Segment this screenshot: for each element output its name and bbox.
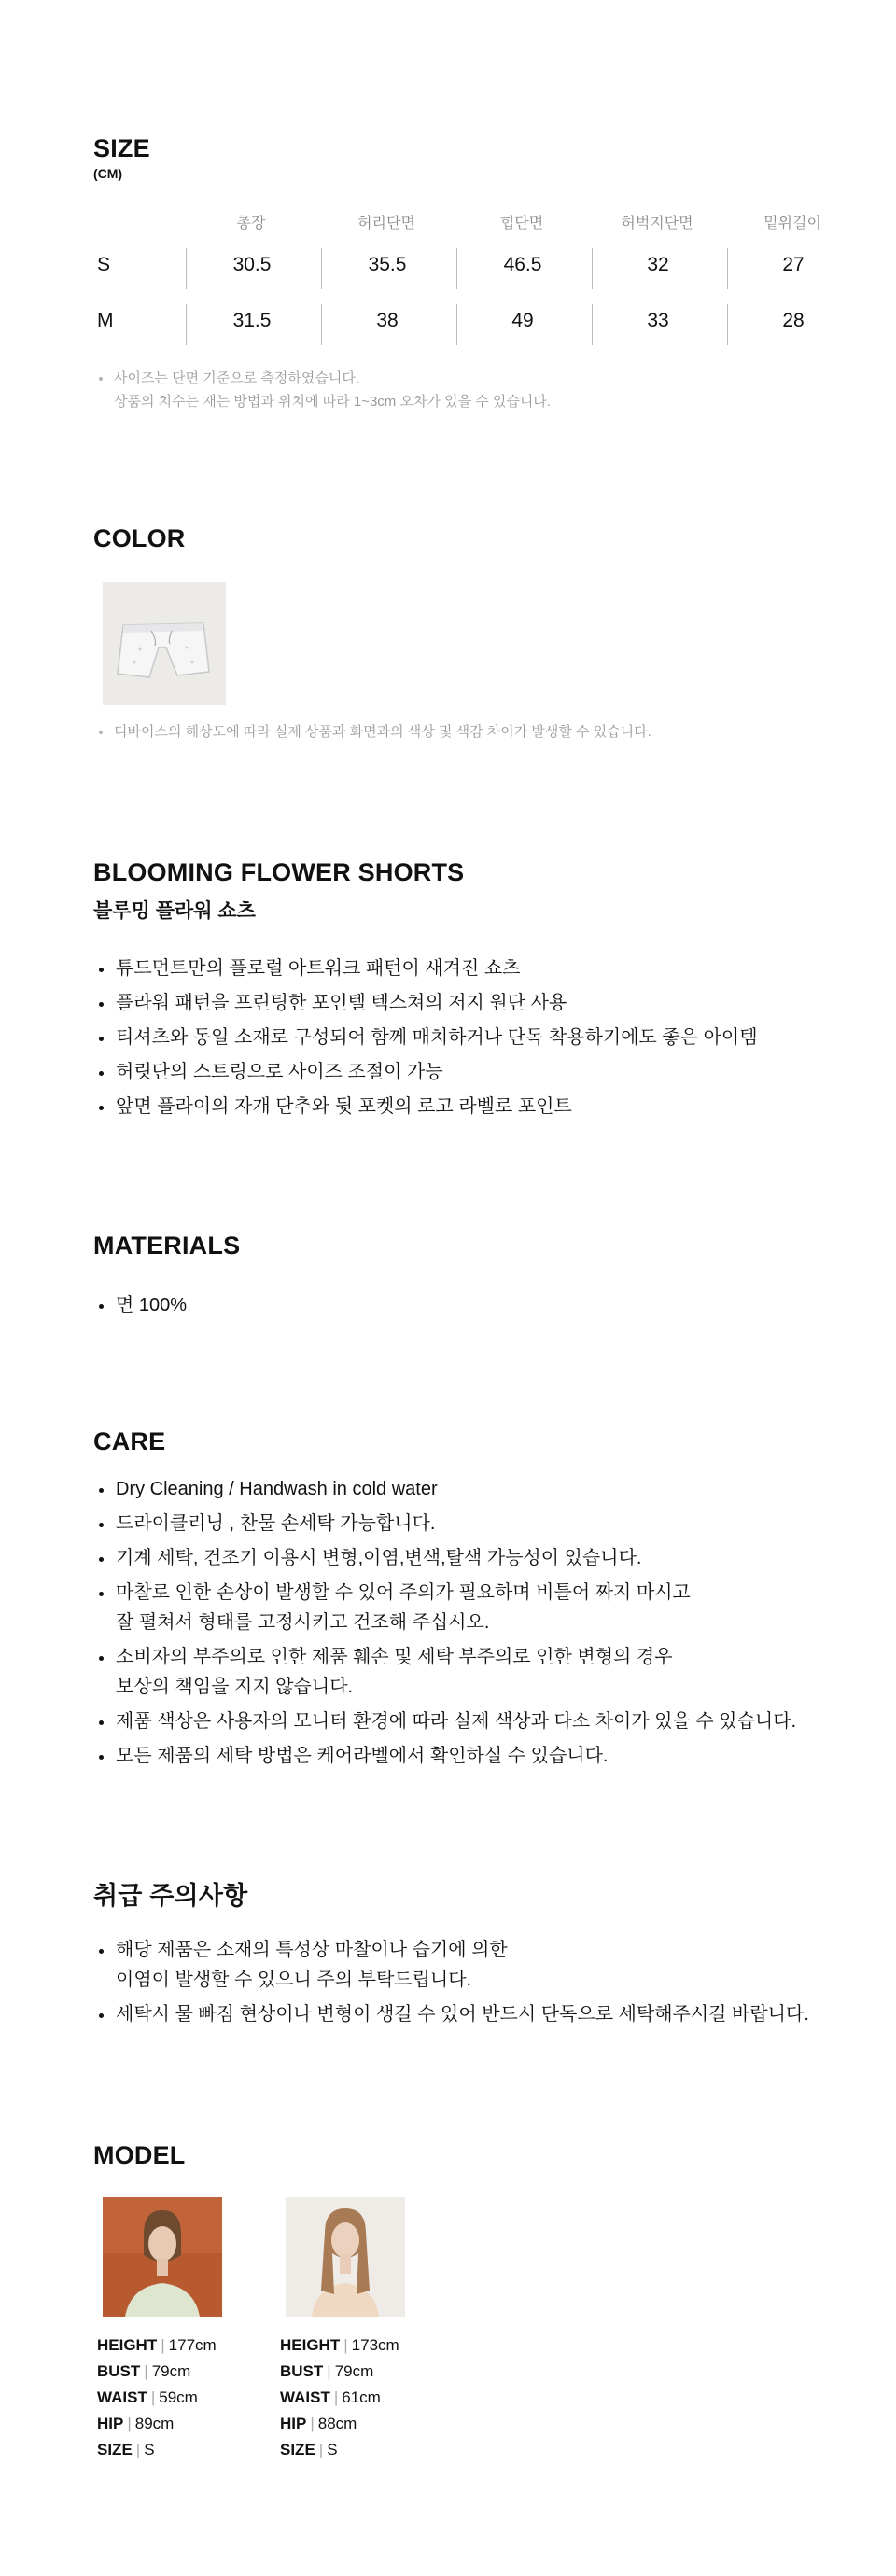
color-note	[99, 720, 651, 744]
spec-separator: |	[318, 2441, 324, 2458]
spec-separator: |	[150, 2388, 156, 2406]
feature-list	[99, 954, 758, 1126]
care-item: 제품 색상은 사용자의 모니터 환경에 따라 실제 색상과 다소 차이가 있을 수 있습니다.	[99, 1706, 796, 1736]
spec-value: 173cm	[351, 2336, 399, 2354]
size-col-header: 밑위길이	[763, 216, 821, 231]
feature-item: 튜드먼트만의 플로럴 아트워크 패턴이 새겨진 쇼츠	[99, 954, 758, 983]
care-item: Dry Cleaning / Handwash in cold water	[99, 1474, 796, 1504]
spec-key: HIP	[280, 2415, 307, 2432]
model-spec-row	[97, 2411, 217, 2437]
spec-key: SIZE	[280, 2441, 315, 2458]
color-swatch[interactable]	[103, 582, 226, 705]
care-item: 드라이클리닝 , 찬물 손세탁 가능합니다.	[99, 1509, 796, 1539]
model-spec-row	[280, 2332, 399, 2359]
spec-key: HIP	[97, 2415, 124, 2432]
care-title: CARE	[93, 1427, 166, 1455]
spec-separator: |	[127, 2415, 132, 2432]
model-photo	[103, 2197, 222, 2317]
color-note-text: 디바이스의 해상도에 따라 실제 상품과 화면과의 색상 및 색감 차이가 발생할 수 있습니다.	[114, 724, 651, 740]
feature-item: 플라워 패턴을 프린팅한 포인텔 텍스쳐의 저지 원단 사용	[99, 988, 758, 1018]
spec-value: S	[144, 2441, 155, 2458]
model-spec-row	[280, 2359, 399, 2385]
color-title: COLOR	[93, 524, 186, 552]
size-note	[99, 367, 551, 413]
size-cell: 33	[647, 310, 669, 331]
model-specs	[97, 2332, 217, 2463]
spec-separator: |	[343, 2336, 348, 2354]
spec-value: 89cm	[134, 2415, 175, 2432]
spec-value: 79cm	[334, 2362, 374, 2380]
care-item: 모든 제품의 세탁 방법은 케어라벨에서 확인하실 수 있습니다.	[99, 1741, 796, 1771]
shorts-image	[103, 582, 226, 705]
size-row-label: M	[97, 310, 114, 331]
model-spec-row	[280, 2437, 399, 2463]
spec-separator: |	[333, 2388, 339, 2406]
product-subtitle: 블루밍 플라워 쇼츠	[93, 900, 256, 922]
model-photo	[286, 2197, 405, 2317]
caution-item: 해당 제품은 소재의 특성상 마찰이나 습기에 의한 이염이 발생할 수 있으니 주의 부탁드립니다.	[99, 1935, 809, 1995]
spec-key: WAIST	[97, 2388, 147, 2406]
care-item: 기계 세탁, 건조기 이용시 변형,이염,변색,탈색 가능성이 있습니다.	[99, 1543, 796, 1573]
model-spec-row	[97, 2437, 217, 2463]
model-spec-row	[97, 2359, 217, 2385]
spec-separator: |	[144, 2362, 148, 2380]
bullet-dot	[99, 731, 103, 734]
size-note-text: 사이즈는 단면 기준으로 측정하였습니다. 상품의 치수는 재는 방법과 위치에 따라 1~3cm 오차가 있을 수 있습니다.	[114, 370, 552, 410]
size-row-label: S	[97, 254, 111, 275]
materials-title: MATERIALS	[93, 1232, 241, 1260]
spec-separator: |	[327, 2362, 331, 2380]
feature-item: 허릿단의 스트링으로 사이즈 조절이 가능	[99, 1057, 758, 1087]
size-col-header: 허벅지단면	[621, 216, 693, 231]
spec-key: BUST	[97, 2362, 141, 2380]
feature-item: 앞면 플라이의 자개 단추와 뒷 포켓의 로고 라벨로 포인트	[99, 1092, 758, 1121]
model-spec-row	[280, 2411, 399, 2437]
model-spec-row	[280, 2385, 399, 2411]
caution-list	[99, 1935, 809, 2034]
spec-separator: |	[161, 2336, 165, 2354]
size-col-header: 힙단면	[499, 216, 544, 231]
size-cell: 32	[647, 254, 669, 275]
model-photo-image	[286, 2197, 405, 2317]
size-cell: 38	[376, 310, 399, 331]
size-col-header: 총장	[236, 216, 266, 231]
size-cell: 27	[782, 254, 805, 275]
spec-value: 88cm	[317, 2415, 357, 2432]
spec-key: WAIST	[280, 2388, 330, 2406]
model-specs	[280, 2332, 399, 2463]
spec-value: 61cm	[342, 2388, 381, 2406]
size-cell: 49	[511, 310, 534, 331]
spec-key: BUST	[280, 2362, 324, 2380]
size-cell: 35.5	[368, 254, 407, 275]
caution-item: 세탁시 물 빠짐 현상이나 변형이 생길 수 있어 반드시 단독으로 세탁해주시길 바랍니다.	[99, 1999, 809, 2029]
spec-value: 177cm	[168, 2336, 217, 2354]
material-item: 면 100%	[99, 1290, 187, 1320]
caution-title: 취급 주의사항	[93, 1882, 248, 1910]
feature-item: 티셔츠와 동일 소재로 구성되어 함께 매치하거나 단독 착용하기에도 좋은 아이템	[99, 1023, 758, 1052]
spec-separator: |	[310, 2415, 315, 2432]
size-cell: 46.5	[503, 254, 542, 275]
bullet-dot	[99, 377, 103, 381]
model-spec-row	[97, 2385, 217, 2411]
size-title: SIZE	[93, 134, 150, 162]
size-cell: 28	[782, 310, 805, 331]
spec-value: 59cm	[159, 2388, 198, 2406]
model-spec-row	[97, 2332, 217, 2359]
spec-key: HEIGHT	[97, 2336, 158, 2354]
product-title: BLOOMING FLOWER SHORTS	[93, 858, 465, 886]
size-unit: (CM)	[93, 166, 123, 181]
size-cell: 31.5	[232, 310, 272, 331]
spec-value: 79cm	[151, 2362, 191, 2380]
materials-list	[99, 1290, 187, 1325]
model-photo-image	[103, 2197, 222, 2317]
care-list	[99, 1474, 796, 1775]
care-item: 소비자의 부주의로 인한 제품 훼손 및 세탁 부주의로 인한 변형의 경우 보상의 책임을 지지 않습니다.	[99, 1642, 796, 1702]
spec-key: HEIGHT	[280, 2336, 341, 2354]
care-item: 마찰로 인한 손상이 발생할 수 있어 주의가 필요하며 비틀어 짜지 마시고 잘 펼쳐서 형태를 고정시키고 건조해 주십시오.	[99, 1578, 796, 1637]
spec-value: S	[327, 2441, 338, 2458]
spec-key: SIZE	[97, 2441, 133, 2458]
model-title: MODEL	[93, 2141, 186, 2169]
size-cell: 30.5	[232, 254, 272, 275]
size-col-header: 허리단면	[357, 216, 415, 231]
spec-separator: |	[135, 2441, 141, 2458]
